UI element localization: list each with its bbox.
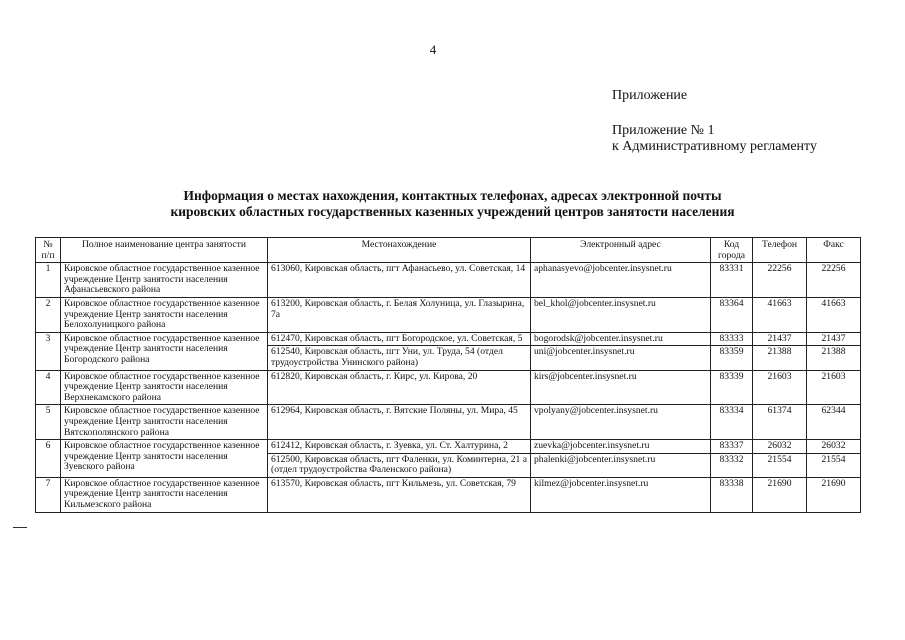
row-name: Кировское областное государственное казенное учреждение Центр занятости населения Верхнекамского района bbox=[61, 370, 268, 405]
title-line-1: Информация о местах нахождения, контактных телефонах, адресах электронной почты bbox=[183, 188, 722, 203]
header-fax: Факс bbox=[807, 238, 861, 263]
header-code: Код города bbox=[711, 238, 753, 263]
row-email: kilmez@jobcenter.insysnet.ru bbox=[531, 477, 711, 512]
row-location: 613200, Кировская область, г. Белая Холуница, ул. Глазырина, 7а bbox=[268, 297, 531, 332]
row-fax: 41663 bbox=[807, 297, 861, 332]
row-num: 3 bbox=[36, 332, 61, 370]
row-num: 2 bbox=[36, 297, 61, 332]
row-phone: 22256 bbox=[753, 263, 807, 298]
table-header-row bbox=[36, 238, 861, 263]
row-name: Кировское областное государственное казенное учреждение Центр занятости населения Зуевского района bbox=[61, 440, 268, 478]
row-fax: 26032 bbox=[807, 440, 861, 454]
row-num: 1 bbox=[36, 263, 61, 298]
row-phone: 61374 bbox=[753, 405, 807, 440]
row-code: 83332 bbox=[711, 453, 753, 477]
row-code: 83359 bbox=[711, 346, 753, 370]
appendix-number: Приложение № 1 bbox=[612, 123, 715, 138]
row-email: vpolyany@jobcenter.insysnet.ru bbox=[531, 405, 711, 440]
row-phone: 26032 bbox=[753, 440, 807, 454]
row-email: zuevka@jobcenter.insysnet.ru bbox=[531, 440, 711, 454]
row-location: 612540, Кировская область, пгт Уни, ул. Труда, 54 (отдел трудоустройства Унинского района) bbox=[268, 346, 531, 370]
row-phone: 21388 bbox=[753, 346, 807, 370]
document-title bbox=[0, 188, 905, 220]
row-name: Кировское областное государственное казенное учреждение Центр занятости населения Белохолуницкого района bbox=[61, 297, 268, 332]
appendix-title: Приложение bbox=[612, 88, 688, 103]
row-fax: 62344 bbox=[807, 405, 861, 440]
header-location: Местонахождение bbox=[268, 238, 531, 263]
row-fax: 21388 bbox=[807, 346, 861, 370]
row-email: uni@jobcenter.insysnet.ru bbox=[531, 346, 711, 370]
row-code: 83331 bbox=[711, 263, 753, 298]
row-fax: 21437 bbox=[807, 332, 861, 346]
row-email: kirs@jobcenter.insysnet.ru bbox=[531, 370, 711, 405]
row-code: 83364 bbox=[711, 297, 753, 332]
row-name: Кировское областное государственное казенное учреждение Центр занятости населения Богородского района bbox=[61, 332, 268, 370]
row-num: 4 bbox=[36, 370, 61, 405]
page-number: 4 bbox=[429, 42, 437, 57]
table-row bbox=[36, 370, 861, 405]
row-name: Кировское областное государственное казенное учреждение Центр занятости населения Вятскополянского района bbox=[61, 405, 268, 440]
row-phone: 21690 bbox=[753, 477, 807, 512]
row-location: 613060, Кировская область, пгт Афанасьево, ул. Советская, 14 bbox=[268, 263, 531, 298]
row-name: Кировское областное государственное казенное учреждение Центр занятости населения Кильмезского района bbox=[61, 477, 268, 512]
row-num: 7 bbox=[36, 477, 61, 512]
row-num: 5 bbox=[36, 405, 61, 440]
row-code: 83337 bbox=[711, 440, 753, 454]
row-name: Кировское областное государственное казенное учреждение Центр занятости населения Афанасьевского района bbox=[61, 263, 268, 298]
header-phone: Телефон bbox=[753, 238, 807, 263]
row-code: 83333 bbox=[711, 332, 753, 346]
centers-table bbox=[35, 237, 861, 513]
row-fax: 21554 bbox=[807, 453, 861, 477]
row-phone: 21603 bbox=[753, 370, 807, 405]
title-line-2: кировских областных государственных казенных учреждений центров занятости населения bbox=[170, 204, 735, 219]
row-code: 83334 bbox=[711, 405, 753, 440]
row-email: aphanasyevo@jobcenter.insysnet.ru bbox=[531, 263, 711, 298]
row-code: 83339 bbox=[711, 370, 753, 405]
row-phone: 21554 bbox=[753, 453, 807, 477]
appendix-reference bbox=[612, 123, 817, 155]
header-name: Полное наименование центра занятости bbox=[61, 238, 268, 263]
row-location: 612500, Кировская область, пгт Фаленки, ул. Коминтерна, 21 а (отдел трудоустройства Фаленского района) bbox=[268, 453, 531, 477]
row-fax: 22256 bbox=[807, 263, 861, 298]
table-row bbox=[36, 263, 861, 298]
table-row bbox=[36, 332, 861, 346]
header-email: Электронный адрес bbox=[531, 238, 711, 263]
row-num: 6 bbox=[36, 440, 61, 478]
row-email: phalenki@jobcenter.insysnet.ru bbox=[531, 453, 711, 477]
row-fax: 21690 bbox=[807, 477, 861, 512]
header-num: № п/п bbox=[36, 238, 61, 263]
row-location: 612820, Кировская область, г. Кирс, ул. Кирова, 20 bbox=[268, 370, 531, 405]
row-location: 612964, Кировская область, г. Вятские Поляны, ул. Мира, 45 bbox=[268, 405, 531, 440]
row-location: 612412, Кировская область, г. Зуевка, ул. Ст. Халтурина, 2 bbox=[268, 440, 531, 454]
row-phone: 41663 bbox=[753, 297, 807, 332]
table-row bbox=[36, 440, 861, 454]
row-phone: 21437 bbox=[753, 332, 807, 346]
row-email: bel_khol@jobcenter.insysnet.ru bbox=[531, 297, 711, 332]
table-row bbox=[36, 297, 861, 332]
row-location: 612470, Кировская область, пгт Богородское, ул. Советская, 5 bbox=[268, 332, 531, 346]
margin-mark bbox=[13, 527, 27, 528]
table-row bbox=[36, 477, 861, 512]
row-location: 613570, Кировская область, пгт Кильмезь, ул. Советская, 79 bbox=[268, 477, 531, 512]
row-code: 83338 bbox=[711, 477, 753, 512]
table-row bbox=[36, 405, 861, 440]
row-fax: 21603 bbox=[807, 370, 861, 405]
appendix-regulation: к Административному регламенту bbox=[612, 139, 817, 154]
row-email: bogorodsk@jobcenter.insysnet.ru bbox=[531, 332, 711, 346]
